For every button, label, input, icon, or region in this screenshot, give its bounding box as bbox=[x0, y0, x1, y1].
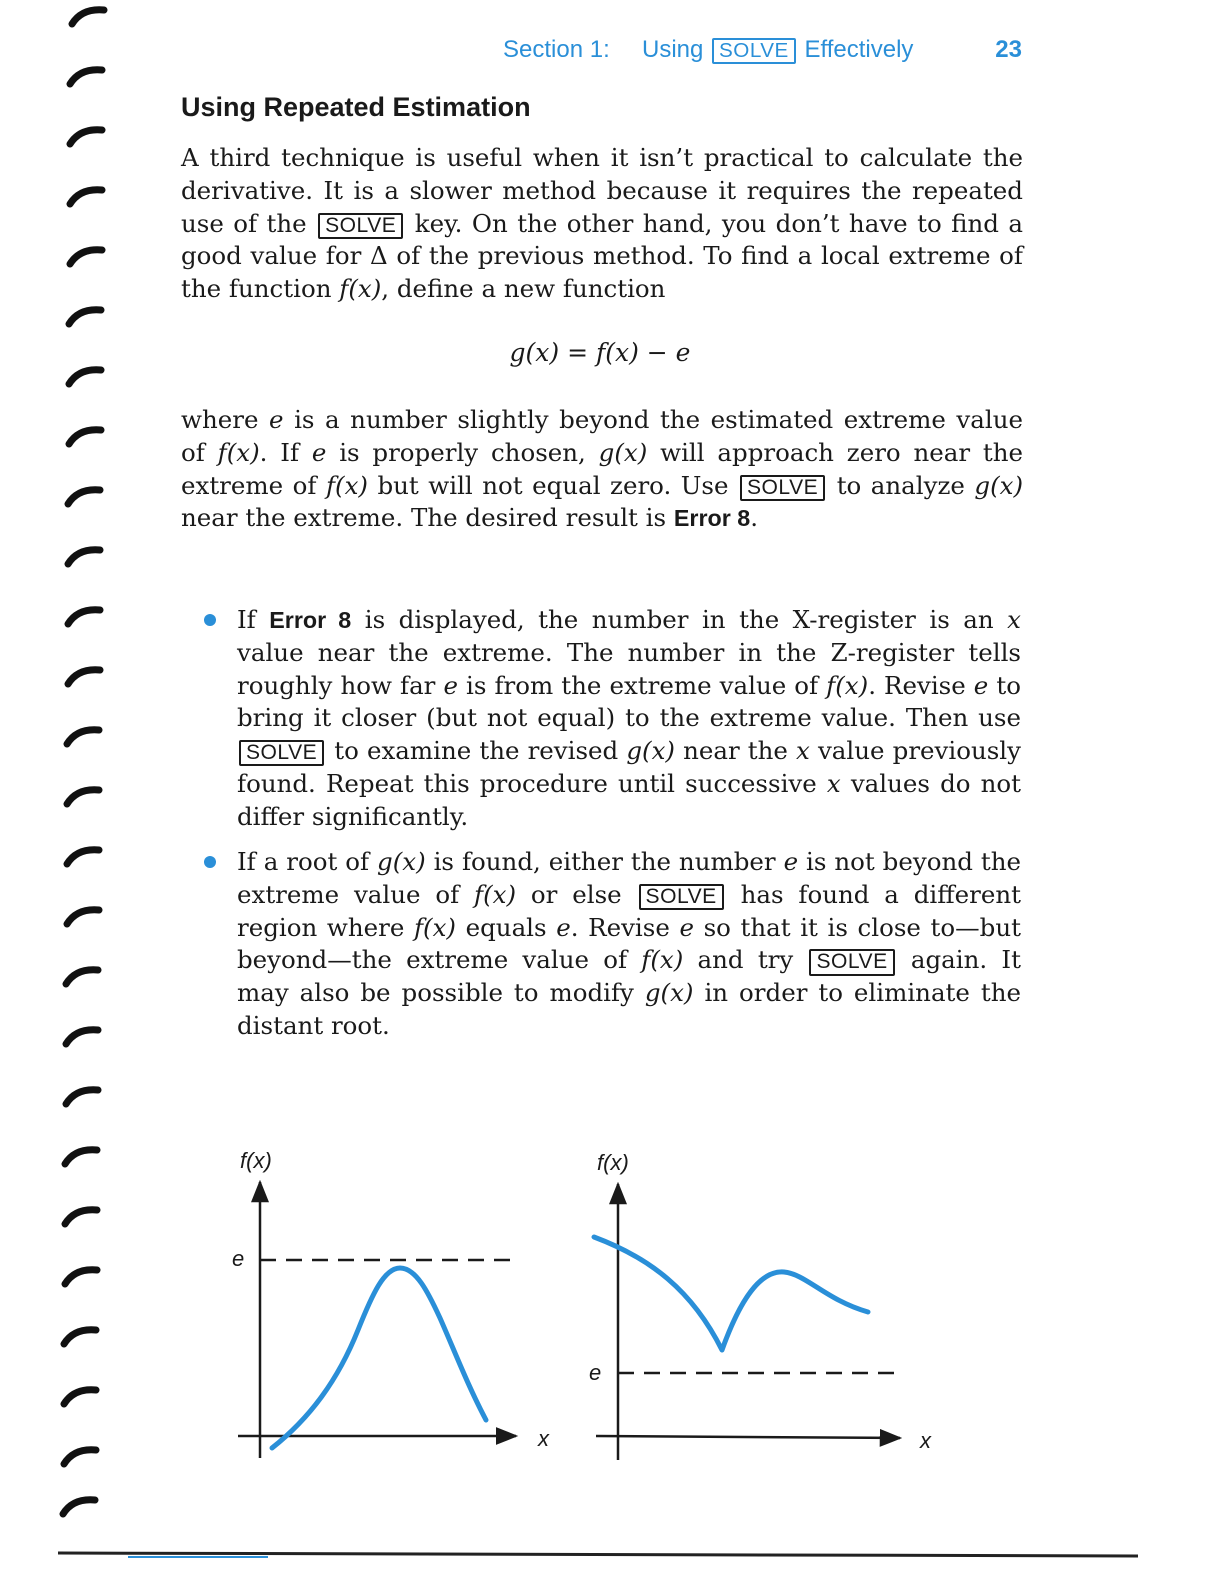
bullet-error-8 bbox=[237, 604, 1021, 834]
text-run: key. On the other hand, you don’t have to find a good value for Δ of the previous method. To find a local extreme of the function bbox=[181, 208, 1023, 304]
figure-left-e-label: e bbox=[232, 1246, 245, 1271]
math-gx: g(x) bbox=[626, 736, 675, 766]
bullet-dot bbox=[204, 856, 216, 868]
math-e: e bbox=[311, 437, 327, 467]
math-gx: g(x) bbox=[377, 847, 426, 876]
text-run: in order to eliminate the distant root. bbox=[237, 978, 1021, 1040]
figure-left bbox=[232, 1148, 550, 1458]
solve-key-header: SOLVE bbox=[712, 38, 796, 64]
text-run: will approach zero near the extreme of bbox=[181, 437, 1024, 500]
section-title bbox=[642, 36, 913, 64]
math-gx: g(x) bbox=[644, 978, 694, 1008]
section-label: Section 1: bbox=[503, 36, 610, 63]
math-x: x bbox=[796, 736, 810, 766]
math-fx: f(x) bbox=[217, 437, 260, 467]
text-run: to analyze bbox=[836, 470, 965, 500]
equation: g(x) = f(x) − e bbox=[509, 338, 691, 367]
math-e: e bbox=[269, 405, 284, 434]
text-run: to examine the revised bbox=[334, 736, 619, 766]
section-title-pre: Using bbox=[642, 36, 704, 63]
text-run: is found, either the number bbox=[433, 847, 776, 876]
text-run: is not beyond the extreme value of bbox=[237, 847, 1021, 909]
text-run: or else bbox=[530, 879, 622, 909]
math-x: x bbox=[1007, 605, 1021, 634]
figure-left-y-label: f(x) bbox=[240, 1148, 272, 1173]
math-x: x bbox=[826, 768, 841, 798]
figure-right bbox=[589, 1150, 932, 1460]
text-run: near the bbox=[683, 736, 788, 766]
text-run: to bring it closer (but not equal) to the extreme value. Then use bbox=[237, 670, 1021, 733]
math-fx: f(x) bbox=[339, 274, 382, 304]
text-run: A third technique is useful when it isn’t practical to calculate the derivative. It is a slower method because it requires the repeated use of the bbox=[181, 143, 1023, 238]
explanation-paragraph bbox=[181, 404, 1023, 535]
bullet-root-found bbox=[237, 846, 1021, 1043]
spiral-binding bbox=[52, 0, 112, 1520]
solve-key: SOLVE bbox=[639, 884, 724, 910]
text-run: so that it is close to—but beyond—the extreme value of bbox=[237, 912, 1021, 975]
text-run: where bbox=[181, 405, 259, 434]
text-run: near the extreme. The desired result is bbox=[181, 503, 667, 533]
text-run: has found a different region where bbox=[237, 879, 1021, 942]
text-run: is displayed, the number in the X-register is an bbox=[364, 605, 994, 634]
figure-left-curve bbox=[272, 1268, 486, 1448]
solve-key: SOLVE bbox=[318, 213, 403, 239]
figure-right-e-label: e bbox=[589, 1360, 602, 1385]
text-run: is a number slightly beyond the estimated extreme value of bbox=[181, 405, 1023, 467]
text-run: is from the extreme value of bbox=[466, 670, 819, 700]
text-run: If a root of bbox=[237, 847, 370, 876]
math-fx: f(x) bbox=[474, 879, 517, 909]
error-8-label: Error 8 bbox=[673, 505, 751, 532]
figure-left-x-label: x bbox=[538, 1426, 549, 1451]
math-fx: f(x) bbox=[826, 670, 869, 700]
math-gx: g(x) bbox=[598, 437, 648, 467]
page-bottom-edge bbox=[58, 1550, 1138, 1558]
math-fx: f(x) bbox=[641, 945, 684, 975]
math-gx: g(x) bbox=[974, 470, 1024, 500]
text-run: values do not differ significantly. bbox=[237, 768, 1021, 831]
math-e: e bbox=[783, 847, 799, 876]
section-title-post: Effectively bbox=[804, 36, 914, 63]
solve-key: SOLVE bbox=[239, 740, 324, 766]
text-run: . Revise bbox=[570, 912, 670, 942]
text-run: , define a new function bbox=[381, 274, 666, 304]
text-run: is properly chosen, bbox=[339, 437, 586, 467]
math-fx: f(x) bbox=[413, 912, 456, 942]
error-8-label: Error 8 bbox=[269, 607, 352, 633]
math-e: e bbox=[973, 670, 989, 700]
text-run: If bbox=[237, 605, 256, 634]
intro-paragraph bbox=[181, 142, 1023, 306]
text-run: equals bbox=[465, 912, 547, 942]
text-run: but will not equal zero. Use bbox=[377, 470, 729, 500]
text-run: value previously found. Repeat this procedure until successive bbox=[237, 736, 1021, 798]
figure-right-x-label: x bbox=[920, 1428, 931, 1453]
solve-key: SOLVE bbox=[809, 949, 894, 975]
text-run: value near the extreme. The number in the Z-register tells roughly how far bbox=[237, 637, 1021, 700]
math-e: e bbox=[679, 912, 694, 942]
text-run: . bbox=[750, 503, 758, 533]
figure-right-y-label: f(x) bbox=[597, 1150, 629, 1175]
page-number: 23 bbox=[995, 36, 1022, 63]
figure-right-curve bbox=[594, 1237, 868, 1350]
text-run: again. It may also be possible to modify bbox=[237, 945, 1021, 1008]
bullet-dot bbox=[204, 614, 216, 626]
section-heading: Using Repeated Estimation bbox=[181, 92, 531, 122]
running-header bbox=[500, 34, 1030, 74]
text-run: . If bbox=[259, 437, 300, 467]
text-run: and try bbox=[697, 945, 794, 975]
figure-right-x-axis bbox=[596, 1436, 900, 1438]
text-run: . Revise bbox=[868, 670, 966, 700]
math-e: e bbox=[443, 670, 458, 700]
solve-key: SOLVE bbox=[740, 475, 825, 501]
math-e: e bbox=[556, 912, 571, 942]
math-fx: f(x) bbox=[325, 470, 368, 500]
